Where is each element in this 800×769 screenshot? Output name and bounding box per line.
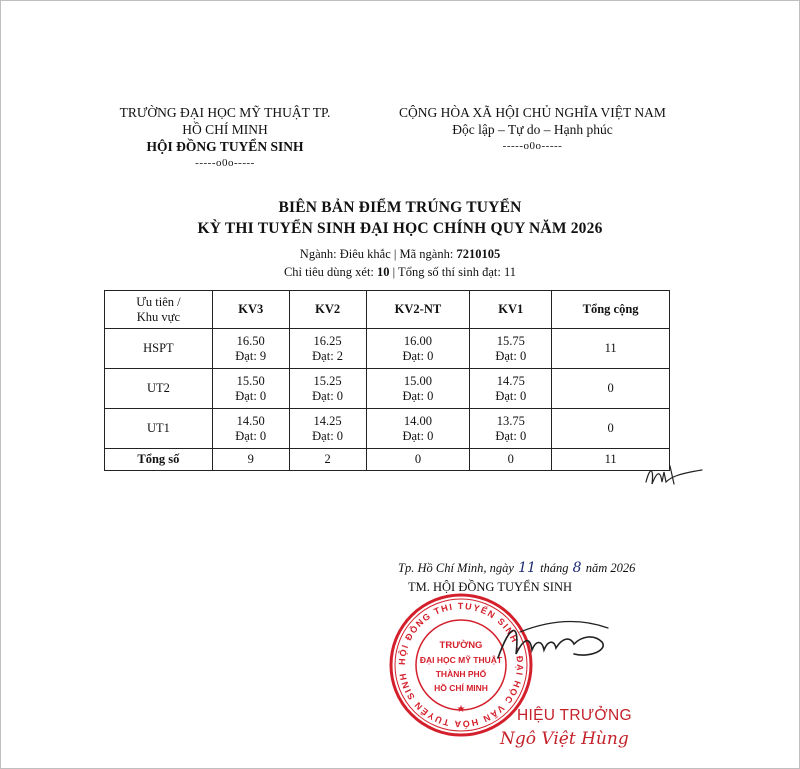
seal-line-2: ĐẠI HỌC MỸ THUẬT [419, 655, 503, 665]
issuer-header [96, 104, 354, 172]
passed-count: Đạt: 2 [312, 348, 344, 363]
document-subtitle: KỲ THI TUYỂN SINH ĐẠI HỌC CHÍNH QUY NĂM 2026 [197, 220, 603, 237]
passed-count: Đạt: 9 [235, 348, 267, 363]
cutoff-score: 16.50 [236, 333, 265, 348]
passed-count: Đạt: 0 [235, 388, 267, 403]
score-cell [366, 329, 470, 369]
total-value: 9 [212, 449, 289, 471]
seal-line-3: THÀNH PHỐ [435, 669, 487, 679]
quota-value: 10 [377, 265, 390, 279]
issuer-line-2: HỒ CHÍ MINH [182, 122, 268, 137]
row-label: UT2 [105, 369, 213, 409]
signing-date [398, 560, 635, 576]
cutoff-score: 13.75 [496, 413, 525, 428]
row-total: 0 [552, 369, 670, 409]
score-cell [289, 409, 366, 449]
score-cell [289, 369, 366, 409]
quota-info [0, 263, 800, 281]
table-header-row [105, 291, 670, 329]
passed-count: Đạt: 0 [495, 348, 527, 363]
total-row [105, 449, 670, 471]
total-value: 11 [552, 449, 670, 471]
row-total: 0 [552, 409, 670, 449]
column-header: KV1 [470, 291, 552, 329]
quota-label: Chỉ tiêu dùng xét: [283, 265, 378, 279]
issuer-ornament: -----o0o----- [195, 157, 255, 169]
score-cell [212, 369, 289, 409]
cutoff-score: 16.25 [313, 333, 342, 348]
national-ornament: -----o0o----- [502, 140, 563, 152]
passed-count: Đạt: 0 [402, 388, 434, 403]
table-row [105, 409, 670, 449]
seal-star-icon: ★ [456, 704, 466, 715]
issuer-line-1: TRƯỜNG ĐẠI HỌC MỸ THUẬT TP. [119, 105, 331, 120]
passed-count: Đạt: 0 [235, 428, 267, 443]
table-row [105, 369, 670, 409]
passed-count: Đạt: 0 [495, 428, 527, 443]
corner-header-line2: Khu vực [136, 309, 181, 324]
column-header: KV3 [212, 291, 289, 329]
signing-council: TM. HỘI ĐỒNG TUYỂN SINH [408, 580, 572, 594]
row-label: HSPT [105, 329, 213, 369]
issuer-council: HỘI ĐỒNG TUYỂN SINH [146, 139, 304, 154]
total-value: 2 [289, 449, 366, 471]
column-header: Tổng cộng [552, 291, 670, 329]
major-label: Ngành: Điêu khắc | Mã ngành: [299, 247, 457, 261]
passed-value: 11 [503, 265, 517, 279]
row-total: 11 [552, 329, 670, 369]
signing-place: Tp. Hồ Chí Minh, ngày [398, 561, 514, 575]
national-title: CỘNG HÒA XÃ HỘI CHỦ NGHĨA VIỆT NAM [399, 105, 666, 120]
corner-header [105, 291, 213, 329]
score-cell [212, 409, 289, 449]
row-label: UT1 [105, 409, 213, 449]
signature-block [380, 556, 680, 766]
signing-year: năm 2026 [585, 561, 636, 575]
column-header: KV2 [289, 291, 366, 329]
score-cell [470, 369, 552, 409]
signer-role: HIỆU TRƯỞNG [517, 707, 632, 724]
cutoff-score: 15.25 [313, 373, 342, 388]
corner-header-line1: Ưu tiên / [136, 294, 181, 309]
score-cell [470, 329, 552, 369]
cutoff-score: 14.75 [496, 373, 525, 388]
seal-line-4: HỒ CHÍ MINH [434, 683, 488, 693]
cutoff-score: 15.00 [403, 373, 432, 388]
cutoff-score: 14.25 [313, 413, 342, 428]
signer-name: Ngô Việt Hùng [500, 729, 629, 749]
passed-count: Đạt: 0 [312, 428, 344, 443]
major-info [0, 245, 800, 263]
passed-count: Đạt: 0 [495, 388, 527, 403]
national-motto: Độc lập – Tự do – Hạnh phúc [452, 122, 613, 137]
table-row [105, 329, 670, 369]
national-header [380, 104, 685, 155]
score-cell [289, 329, 366, 369]
passed-count: Đạt: 0 [402, 428, 434, 443]
score-table [104, 290, 670, 471]
passed-label: | Tổng số thí sinh đạt: [389, 265, 504, 279]
document-title: BIÊN BẢN ĐIỂM TRÚNG TUYỂN [278, 199, 522, 216]
cutoff-score: 16.00 [403, 333, 432, 348]
cutoff-score: 15.50 [236, 373, 265, 388]
seal-line-1: TRƯỜNG [439, 640, 483, 651]
score-cell [366, 409, 470, 449]
seal-ring-text: HỘI ĐỒNG THI TUYỂN SINH · ĐẠI HỌC VĂN HÓA TUYỂN SINH [396, 600, 526, 730]
handwritten-signature [490, 614, 620, 674]
total-value: 0 [366, 449, 470, 471]
cutoff-score: 14.00 [403, 413, 432, 428]
total-row-label: Tổng số [105, 449, 213, 471]
signing-month-label: tháng [540, 561, 569, 575]
passed-count: Đạt: 0 [312, 388, 344, 403]
column-header: KV2-NT [366, 291, 470, 329]
signing-day: 11 [518, 560, 536, 576]
cutoff-score: 15.75 [496, 333, 525, 348]
total-value: 0 [470, 449, 552, 471]
score-cell [366, 369, 470, 409]
score-cell [212, 329, 289, 369]
major-code: 7210105 [456, 247, 501, 261]
document-title-block [0, 197, 800, 281]
initials-signature [640, 460, 708, 492]
cutoff-score: 14.50 [236, 413, 265, 428]
passed-count: Đạt: 0 [402, 348, 434, 363]
signing-month: 8 [572, 560, 582, 576]
score-cell [470, 409, 552, 449]
